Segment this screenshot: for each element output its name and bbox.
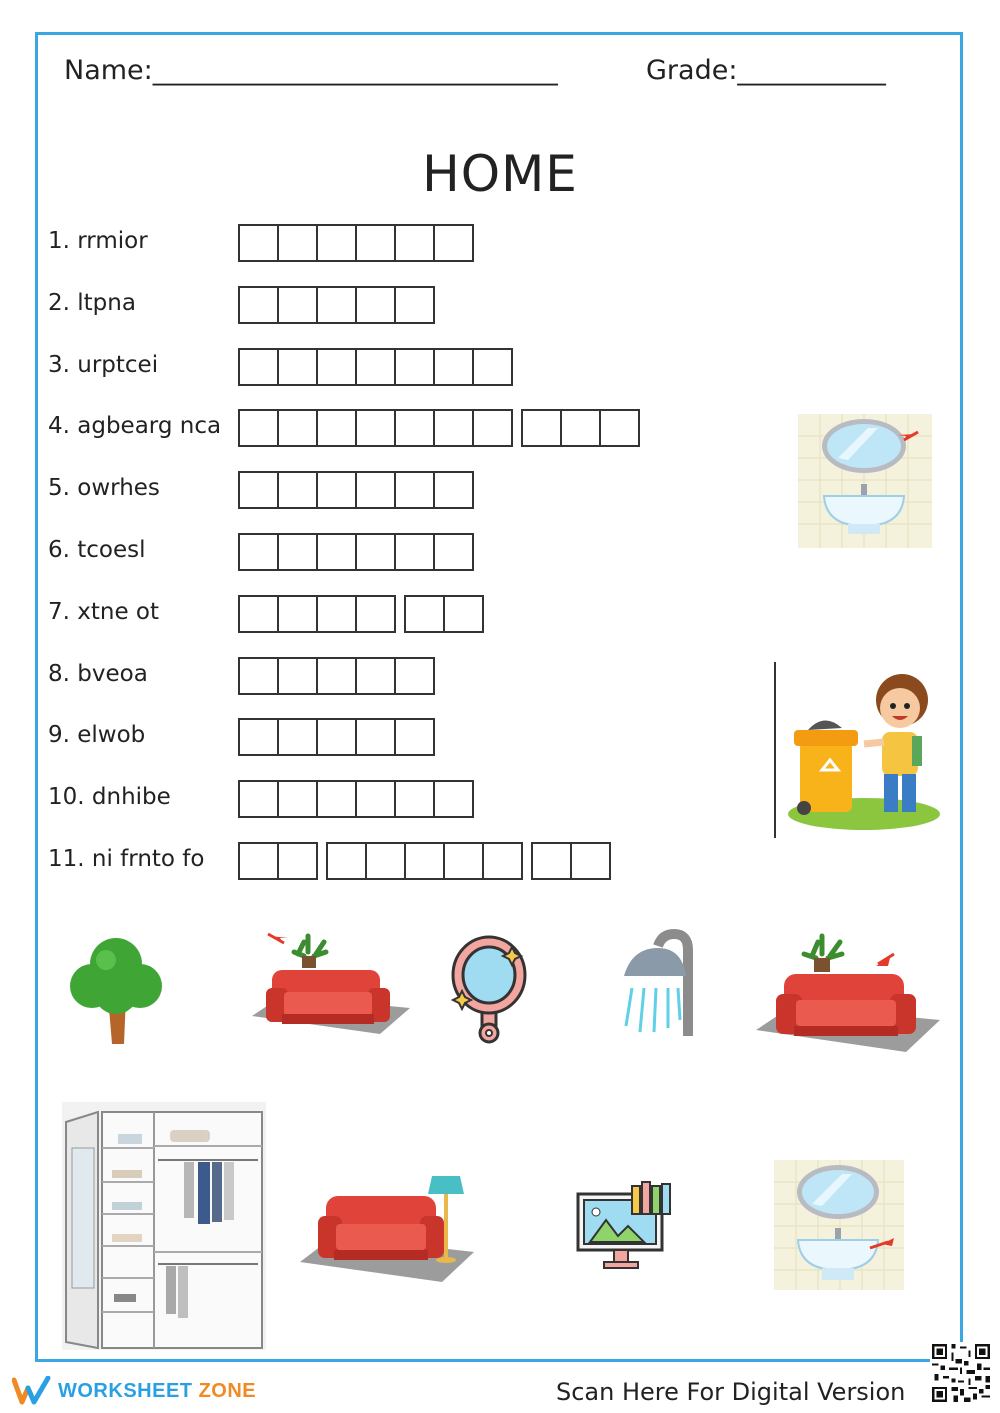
scrambled-word: 10. dnhibe (48, 784, 171, 810)
letter-box[interactable] (396, 411, 435, 445)
answer-word (238, 842, 318, 880)
letter-box[interactable] (572, 844, 609, 878)
letter-box[interactable] (318, 411, 357, 445)
letter-box[interactable] (435, 411, 474, 445)
letter-box[interactable] (474, 411, 511, 445)
answer-word (238, 718, 435, 756)
letter-box[interactable] (601, 411, 638, 445)
letter-box[interactable] (279, 844, 316, 878)
letter-box[interactable] (474, 350, 511, 384)
letter-box[interactable] (533, 844, 572, 878)
brand-logo (12, 1376, 256, 1406)
letter-box[interactable] (357, 350, 396, 384)
letter-box[interactable] (279, 782, 318, 816)
letter-box[interactable] (396, 350, 435, 384)
scrambled-word: 1. rrmior (48, 228, 148, 254)
letter-box[interactable] (396, 659, 433, 693)
letter-box[interactable] (523, 411, 562, 445)
brand-w-icon (12, 1376, 52, 1406)
letter-box[interactable] (318, 288, 357, 322)
letter-box[interactable] (357, 226, 396, 260)
brand-name (58, 1380, 256, 1403)
letter-box[interactable] (240, 659, 279, 693)
letter-box[interactable] (406, 844, 445, 878)
mirror-above-sink-icon (798, 414, 932, 548)
answer-word (238, 657, 435, 695)
answer-word (238, 286, 435, 324)
letter-box[interactable] (318, 535, 357, 569)
letter-box[interactable] (240, 350, 279, 384)
letter-box[interactable] (357, 411, 396, 445)
letter-box[interactable] (279, 288, 318, 322)
letter-box[interactable] (367, 844, 406, 878)
letter-box[interactable] (435, 782, 472, 816)
letter-box[interactable] (396, 720, 433, 754)
letter-box[interactable] (406, 597, 445, 631)
letter-box[interactable] (357, 535, 396, 569)
letter-box[interactable] (396, 782, 435, 816)
letter-box[interactable] (240, 597, 279, 631)
letter-box[interactable] (279, 659, 318, 693)
letter-box[interactable] (240, 411, 279, 445)
hand-mirror-icon (448, 935, 530, 1047)
answer-word (238, 533, 474, 571)
answer-boxes (238, 657, 443, 695)
letter-box[interactable] (396, 473, 435, 507)
letter-box[interactable] (357, 720, 396, 754)
answer-word (521, 409, 640, 447)
letter-box[interactable] (279, 535, 318, 569)
letter-box[interactable] (445, 844, 484, 878)
letter-box[interactable] (279, 350, 318, 384)
lamp-beside-sofa-icon (300, 1170, 476, 1284)
scrambled-word: 5. owrhes (48, 475, 160, 501)
letter-box[interactable] (240, 535, 279, 569)
name-field[interactable]: Name:______________________________ (64, 55, 558, 86)
letter-box[interactable] (279, 473, 318, 507)
scrambled-word: 2. ltpna (48, 290, 136, 316)
letter-box[interactable] (396, 226, 435, 260)
qr-code-icon[interactable] (930, 1342, 992, 1404)
scrambled-word: 4. agbearg nca (48, 413, 222, 439)
letter-box[interactable] (328, 844, 367, 878)
scan-instruction: Scan Here For Digital Version (556, 1378, 906, 1406)
letter-box[interactable] (445, 597, 482, 631)
closet-icon (62, 1102, 266, 1350)
letter-box[interactable] (240, 720, 279, 754)
letter-box[interactable] (435, 473, 472, 507)
letter-box[interactable] (396, 288, 433, 322)
answer-boxes (238, 595, 492, 633)
plant-above-sofa-icon (756, 930, 942, 1056)
picture-on-monitor-icon (574, 1180, 674, 1272)
letter-box[interactable] (240, 473, 279, 507)
letter-box[interactable] (318, 473, 357, 507)
letter-box[interactable] (240, 226, 279, 260)
letter-box[interactable] (318, 659, 357, 693)
answer-boxes (238, 780, 482, 818)
answer-boxes (238, 471, 482, 509)
letter-box[interactable] (562, 411, 601, 445)
letter-box[interactable] (240, 288, 279, 322)
letter-box[interactable] (357, 782, 396, 816)
answer-word (238, 471, 474, 509)
letter-box[interactable] (240, 782, 279, 816)
answer-word (238, 348, 513, 386)
scrambled-word: 9. elwob (48, 722, 146, 748)
answer-word (238, 780, 474, 818)
answer-boxes (238, 718, 443, 756)
letter-box[interactable] (357, 288, 396, 322)
grade-field[interactable]: Grade:___________ (646, 55, 886, 86)
answer-boxes (238, 224, 482, 262)
scrambled-word: 6. tcoesl (48, 537, 146, 563)
letter-box[interactable] (357, 473, 396, 507)
letter-box[interactable] (279, 720, 318, 754)
plant-behind-sofa-icon (252, 930, 412, 1036)
page-title: HOME (422, 145, 578, 203)
letter-box[interactable] (435, 535, 472, 569)
answer-boxes (238, 286, 443, 324)
letter-box[interactable] (435, 226, 472, 260)
answer-boxes (238, 533, 482, 571)
shower-icon (618, 928, 718, 1038)
sink-below-mirror-icon (774, 1160, 904, 1290)
answer-word (238, 409, 513, 447)
letter-box[interactable] (279, 597, 318, 631)
answer-word (238, 224, 474, 262)
letter-box[interactable] (435, 350, 474, 384)
boy-next-to-garbage-can-icon (772, 662, 944, 838)
answer-word (238, 595, 396, 633)
answer-boxes (238, 409, 648, 447)
answer-word (531, 842, 611, 880)
letter-box[interactable] (318, 782, 357, 816)
brand-name-accent: ZONE (198, 1379, 257, 1402)
scrambled-word: 11. ni frnto fo (48, 846, 205, 872)
letter-box[interactable] (318, 350, 357, 384)
answer-word (404, 595, 484, 633)
letter-box[interactable] (318, 226, 357, 260)
letter-box[interactable] (318, 720, 357, 754)
scrambled-word: 7. xtne ot (48, 599, 160, 625)
brand-name-main: WORKSHEET (58, 1379, 193, 1402)
letter-box[interactable] (484, 844, 521, 878)
scrambled-word: 3. urptcei (48, 352, 159, 378)
answer-boxes (238, 842, 619, 880)
letter-box[interactable] (240, 844, 279, 878)
answer-word (326, 842, 523, 880)
letter-box[interactable] (318, 597, 357, 631)
letter-box[interactable] (357, 597, 394, 631)
answer-boxes (238, 348, 521, 386)
letter-box[interactable] (279, 226, 318, 260)
scrambled-word: 8. bveoa (48, 661, 148, 687)
letter-box[interactable] (396, 535, 435, 569)
tree-icon (66, 936, 166, 1046)
letter-box[interactable] (279, 411, 318, 445)
letter-box[interactable] (357, 659, 396, 693)
